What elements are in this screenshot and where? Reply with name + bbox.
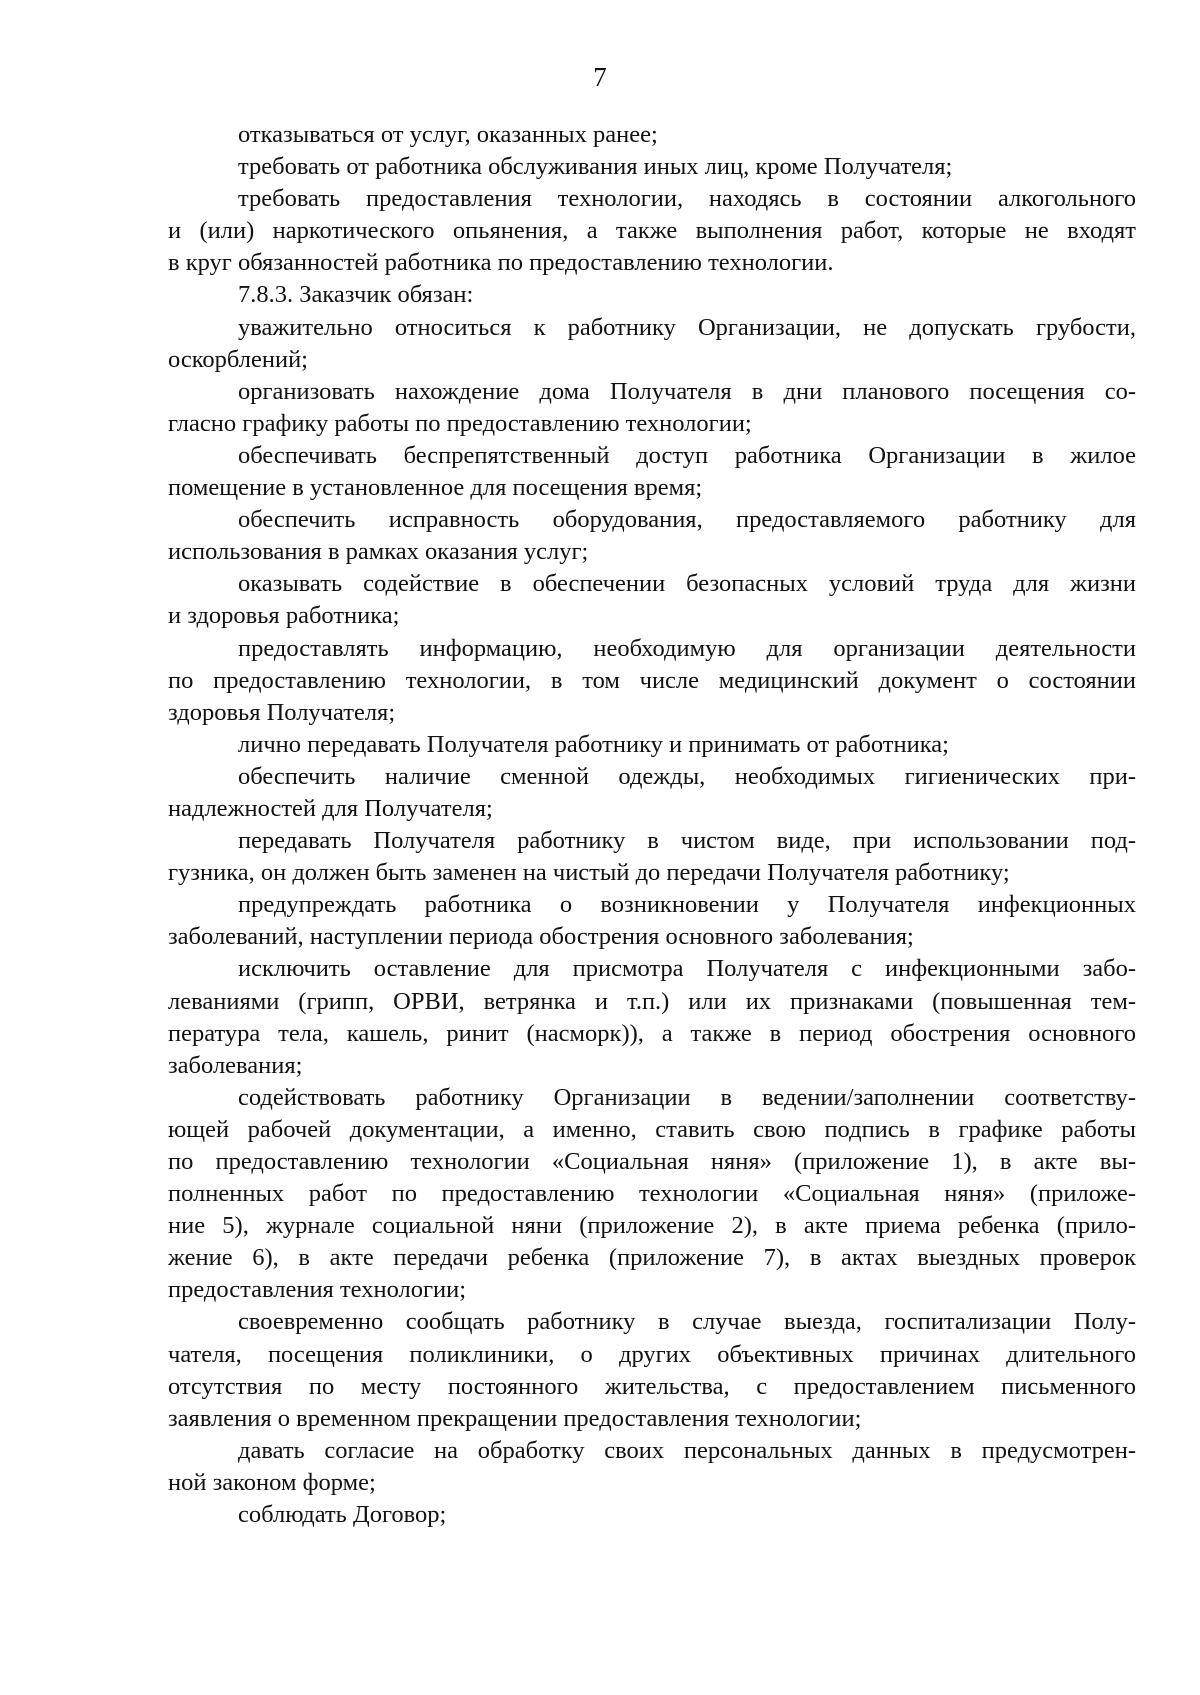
paragraph — [168, 1306, 1136, 1434]
text-line: ние 5), журнале социальной няни (приложение 2), в акте приема ребенка (прило- — [168, 1212, 1136, 1240]
paragraph — [168, 761, 1136, 825]
text-line: гласно графику работы по предоставлению технологии; — [168, 409, 752, 437]
text-line: надлежностей для Получателя; — [168, 794, 493, 822]
paragraph — [168, 633, 1136, 729]
text-line: уважительно относиться к работнику Организации, не допускать грубости, — [238, 313, 1136, 341]
text-line: гузника, он должен быть заменен на чистый до передачи Получателя работнику; — [168, 859, 1010, 887]
text-line: передавать Получателя работнику в чистом виде, при использовании под- — [238, 827, 1136, 855]
text-line: предупреждать работника о возникновении у Получателя инфекционных — [238, 891, 1136, 919]
paragraph — [168, 440, 1136, 504]
text-line: отказываться от услуг, оказанных ранее; — [238, 121, 658, 148]
text-line: оказывать содействие в обеспечении безопасных условий труда для жизни — [238, 570, 1136, 598]
text-line: организовать нахождение дома Получателя в дни планового посещения со- — [238, 377, 1136, 405]
paragraph — [168, 376, 1136, 440]
text-line: содействовать работнику Организации в ведении/заполнении соответству- — [238, 1083, 1136, 1111]
text-line: предоставления технологии; — [168, 1276, 467, 1304]
paragraph — [168, 151, 1136, 183]
text-line: и здоровья работника; — [168, 602, 400, 630]
paragraph — [168, 889, 1136, 953]
text-line: обеспечить исправность оборудования, предоставляемого работнику для — [238, 506, 1136, 534]
text-line: по предоставлению технологии «Социальная няня» (приложение 1), в акте вы- — [168, 1148, 1136, 1175]
text-line: заболеваний, наступлении периода обострения основного заболевания; — [168, 923, 914, 951]
text-line: леваниями (грипп, ОРВИ, ветрянка и т.п.) или их признаками (повышенная тем- — [168, 987, 1136, 1015]
paragraph — [168, 119, 1136, 151]
paragraph — [168, 729, 1136, 761]
text-line: требовать от работника обслуживания иных лиц, кроме Получателя; — [238, 153, 953, 181]
text-line: обеспечить наличие сменной одежды, необходимых гигиенических при- — [238, 762, 1136, 790]
page-number: 7 — [593, 62, 607, 92]
paragraph — [168, 1082, 1136, 1307]
paragraph — [168, 312, 1136, 376]
document-body — [168, 119, 1136, 1531]
text-line: полненных работ по предоставлению технологии «Социальная няня» (приложе- — [168, 1180, 1136, 1208]
text-line: предоставлять информацию, необходимую для организации деятельности — [238, 634, 1136, 662]
paragraph — [168, 1499, 1136, 1531]
paragraph — [168, 825, 1136, 889]
text-line: исключить оставление для присмотра Получателя с инфекционными забо- — [238, 955, 1136, 983]
paragraph — [168, 183, 1136, 279]
text-line: требовать предоставления технологии, находясь в состоянии алкогольного — [238, 185, 1136, 213]
text-line: в круг обязанностей работника по предоставлению технологии. — [168, 249, 834, 277]
text-line: чателя, посещения поликлиники, о других объективных причинах длительного — [168, 1340, 1136, 1368]
text-line: помещение в установленное для посещения время; — [168, 474, 703, 502]
paragraph — [168, 279, 1136, 311]
text-line: использования в рамках оказания услуг; — [168, 538, 589, 566]
text-line: по предоставлению технологии, в том числе медицинский документ о состоянии — [168, 666, 1136, 694]
text-line: и (или) наркотического опьянения, а также выполнения работ, которые не входят — [168, 217, 1136, 245]
text-line: отсутствия по месту постоянного жительства, с предоставлением письменного — [168, 1372, 1136, 1400]
paragraph — [168, 568, 1136, 632]
text-line: соблюдать Договор; — [238, 1501, 447, 1529]
text-line: пература тела, кашель, ринит (насморк)), а также в период обострения основного — [168, 1019, 1136, 1047]
paragraph — [168, 953, 1136, 1081]
text-line: лично передавать Получателя работнику и принимать от работника; — [238, 730, 949, 758]
text-line: своевременно сообщать работнику в случае выезда, госпитализации Полу- — [238, 1308, 1136, 1336]
text-line: давать согласие на обработку своих персональных данных в предусмотрен- — [238, 1436, 1136, 1464]
text-line: заболевания; — [168, 1051, 303, 1079]
paragraph — [168, 1435, 1136, 1499]
text-line: ющей рабочей документации, а именно, ставить свою подпись в графике работы — [168, 1115, 1136, 1143]
text-line: 7.8.3. Заказчик обязан: — [238, 281, 474, 309]
text-line: оскорблений; — [168, 345, 308, 373]
text-line: ной законом форме; — [168, 1468, 376, 1496]
paragraph — [168, 504, 1136, 568]
text-line: заявления о временном прекращении предоставления технологии; — [168, 1404, 862, 1432]
text-line: здоровья Получателя; — [168, 698, 396, 726]
text-line: обеспечивать беспрепятственный доступ работника Организации в жилое — [238, 441, 1136, 469]
text-line: жение 6), в акте передачи ребенка (приложение 7), в актах выездных проверок — [168, 1244, 1136, 1272]
